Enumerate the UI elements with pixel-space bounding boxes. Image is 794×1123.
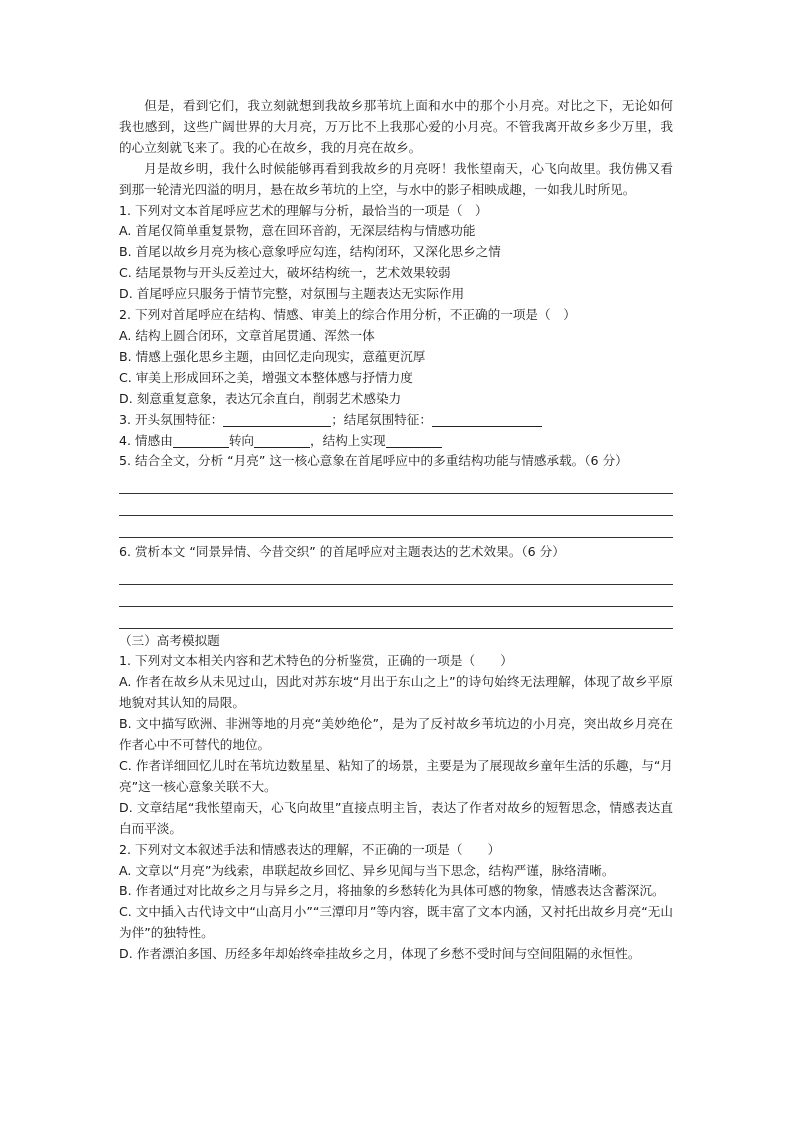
option-d: D. 文章结尾“我怅望南天，心飞向故里”直接点明主旨，表达了作者对故乡的短暂思念，情感表达直白而平淡。 [119,799,673,836]
question-6 [119,542,673,563]
document-page [119,96,673,965]
q4-label-to: 转向 [228,432,254,448]
option-a: A. 作者在故乡从未见过山，因此对苏东坡“月出于东山之上”的诗句始终无法理解，体现了故乡平原地貌对其认知的局限。 [119,674,673,711]
q3-label-opening: 3. 开头氛围特征： [119,411,224,427]
section-title: （三）高考模拟题 [119,632,220,648]
q4-blank-from[interactable] [173,433,229,448]
option-d: D. 首尾呼应只服务于情节完整，对氛围与主题表达无实际作用 [119,286,465,302]
q4-label-structure: ，结构上实现 [310,432,386,448]
passage-paragraph-1: 但是，看到它们，我立刻就想到我故乡那苇坑上面和水中的那个小月亮。对比之下，无论如何我也感到，这些广阔世界的大月亮，万万比不上我那心爱的小月亮。不管我离开故乡多少万里，我的心立刻就飞来了。我的心在故乡，我的月亮在故乡。 [119,98,673,155]
q3-blank-opening[interactable] [223,412,331,427]
question-5 [119,451,673,472]
mock-question-2 [119,840,673,965]
q3-blank-ending[interactable] [432,412,542,427]
option-a: A. 文章以“月亮”为线索，串联起故乡回忆、异乡见闻与当下思念，结构严谨，脉络清晰。 [119,862,615,878]
answer-line[interactable] [119,516,673,538]
option-c: C. 文中插入古代诗文中“山高月小”“三潭印月”等内容，既丰富了文本内涵，又衬托出故乡月亮“无山为伴”的独特性。 [119,904,673,941]
q6-score: （6 分） [521,543,565,559]
question-2 [119,305,673,410]
question-stem: 1. 下列对文本相关内容和艺术特色的分析鉴赏，正确的一项是（ ） [119,653,513,669]
option-c: C. 结尾景物与开头反差过大，破坏结构统一，艺术效果较弱 [119,265,451,281]
option-d: D. 刻意重复意象，表达冗余直白，削弱艺术感染力 [119,390,402,406]
question-stem: 1. 下列对文本首尾呼应艺术的理解与分析，最恰当的一项是（ ） [119,202,488,218]
option-c: C. 审美上形成回环之美，增强文本整体感与抒情力度 [119,369,413,385]
option-c: C. 作者详细回忆儿时在苇坑边数星星、粘知了的场景，主要是为了展现故乡童年生活的乐趣，与“月亮”这一核心意象关联不大。 [119,758,673,794]
q4-blank-to[interactable] [254,433,310,448]
option-b: B. 文中描写欧洲、非洲等地的月亮“美妙绝伦”，是为了反衬故乡苇坑边的小月亮，突出故乡月亮在作者心中不可替代的地位。 [119,716,673,753]
question-stem: 2. 下列对首尾呼应在结构、情感、审美上的综合作用分析，不正确的一项是（ ） [119,307,576,323]
mock-question-1 [119,651,673,839]
answer-line[interactable] [119,607,673,629]
question-4 [119,431,673,452]
answer-line[interactable] [119,563,673,585]
option-b: B. 情感上强化思乡主题，由回忆走向现实，意蕴更沉厚 [119,348,426,364]
q4-blank-structure[interactable] [386,433,442,448]
question-stem: 2. 下列对文本叙述手法和情感表达的理解，不正确的一项是（ ） [119,841,501,857]
answer-line[interactable] [119,472,673,494]
q4-label-from: 4. 情感由 [119,432,173,448]
q6-stem: 6. 赏析本文 “同景异情、今昔交织” 的首尾呼应对主题表达的艺术效果。 [119,543,522,559]
option-d: D. 作者漂泊多国、历经多年却始终牵挂故乡之月，体现了乡愁不受时间与空间阻隔的永恒性。 [119,946,641,962]
option-a: A. 首尾仅简单重复景物，意在回环音韵，无深层结构与情感功能 [119,223,476,239]
passage-paragraph-2: 月是故乡明，我什么时候能够再看到我故乡的月亮呀！我怅望南天，心飞向故里。我仿佛又看到那一轮清光四溢的明月，悬在故乡苇坑的上空，与水中的影子相映成趣，一如我儿时所见。 [119,160,673,197]
q3-label-ending: ；结尾氛围特征： [331,411,432,427]
answer-line[interactable] [119,585,673,607]
option-b: B. 首尾以故乡月亮为核心意象呼应勾连，结构闭环，又深化思乡之情 [119,244,501,260]
option-b: B. 作者通过对比故乡之月与异乡之月，将抽象的乡愁转化为具体可感的物象，情感表达含蓄深沉。 [119,883,665,899]
answer-line[interactable] [119,494,673,516]
question-3 [119,410,673,431]
q5-score: （6 分） [584,453,628,469]
q5-stem: 5. 结合全文，分析 “月亮” 这一核心意象在首尾呼应中的多重结构功能与情感承载。 [119,453,585,469]
option-a: A. 结构上圆合闭环，文章首尾贯通、浑然一体 [119,327,375,343]
question-1 [119,201,673,306]
